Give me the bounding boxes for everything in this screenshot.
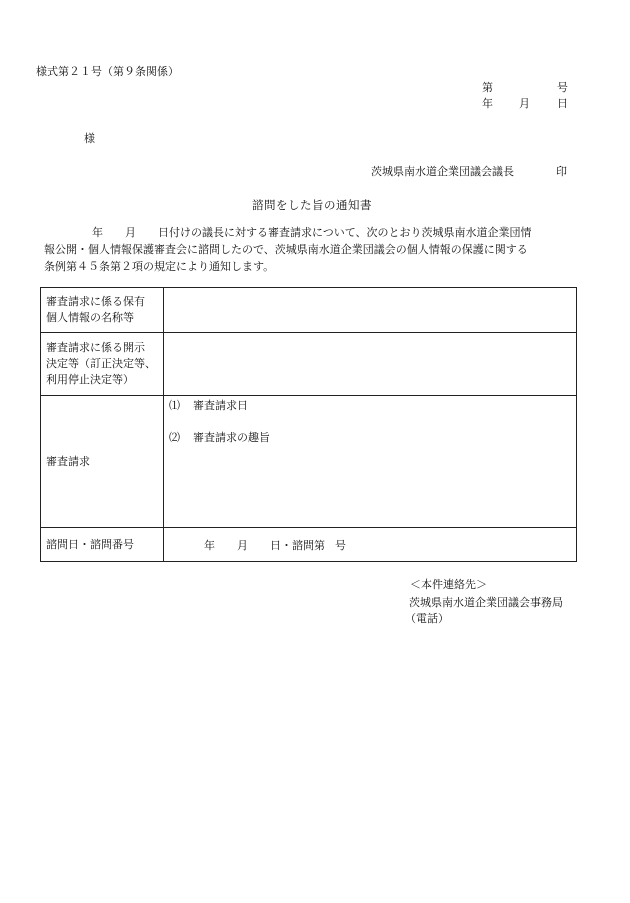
consultation-date-number-value	[164, 528, 577, 562]
form-number: 様式第２１号（第９条関係）	[36, 65, 179, 78]
review-request-purpose-item	[169, 431, 576, 445]
body-year-label: 年	[92, 226, 103, 239]
document-number-prefix: 第	[482, 81, 493, 94]
consultation-number-suffix: 号	[335, 538, 346, 552]
body-line-1	[44, 224, 592, 241]
consultation-day-label: 日・諮問第	[270, 538, 325, 552]
table-row	[41, 288, 577, 333]
request-info-table	[40, 287, 577, 562]
date-day-label: 日	[557, 97, 568, 110]
item-number: ⑴	[169, 399, 180, 412]
disclosure-decision-label	[41, 333, 164, 396]
item-text: 審査請求日	[193, 399, 248, 412]
review-request-label: 審査請求	[41, 396, 164, 528]
date-month-label: 月	[519, 97, 530, 110]
retained-info-name-label	[41, 288, 164, 333]
consultation-year-label: 年	[204, 538, 215, 552]
date-year-label: 年	[482, 97, 493, 110]
body-line-1-text: 日付けの議長に対する審査請求について、次のとおり茨城県南水道企業団情	[158, 226, 532, 239]
contact-heading: ＜本件連絡先＞	[410, 578, 487, 591]
contact-phone-label: （電話）	[405, 612, 449, 625]
consultation-date-number-label: 諮問日・諮問番号	[41, 528, 164, 562]
label-line: 利用停止決定等）	[46, 373, 134, 386]
item-text: 審査請求の趣旨	[193, 431, 270, 444]
retained-info-name-value	[164, 288, 577, 333]
sender-name: 茨城県南水道企業団議会議長	[371, 165, 514, 178]
disclosure-decision-value	[164, 333, 577, 396]
document-title: 諮問をした旨の通知書	[252, 198, 372, 212]
body-month-label: 月	[125, 226, 136, 239]
label-line: 決定等（訂正決定等、	[46, 357, 156, 370]
review-request-date-item	[169, 399, 576, 413]
table-row	[41, 333, 577, 396]
consultation-month-label: 月	[237, 538, 248, 552]
table-row	[41, 396, 577, 528]
label-line: 個人情報の名称等	[46, 311, 134, 324]
addressee-honorific: 様	[84, 132, 95, 145]
contact-office: 茨城県南水道企業団議会事務局	[409, 596, 563, 609]
review-request-value	[164, 396, 577, 528]
seal-mark: 印	[556, 165, 567, 178]
table-row	[41, 528, 577, 562]
item-number: ⑵	[169, 431, 180, 444]
body-line-3: 条例第４５条第２項の規定により通知します。	[44, 260, 275, 273]
label-line: 審査請求に係る開示	[46, 341, 145, 354]
label-line: 審査請求に係る保有	[46, 295, 145, 308]
notification-body	[44, 224, 592, 275]
body-line-2: 報公開・個人情報保護審査会に諮問したので、茨城県南水道企業団議会の個人情報の保護に関する	[44, 243, 528, 256]
document-number-suffix: 号	[557, 81, 568, 94]
